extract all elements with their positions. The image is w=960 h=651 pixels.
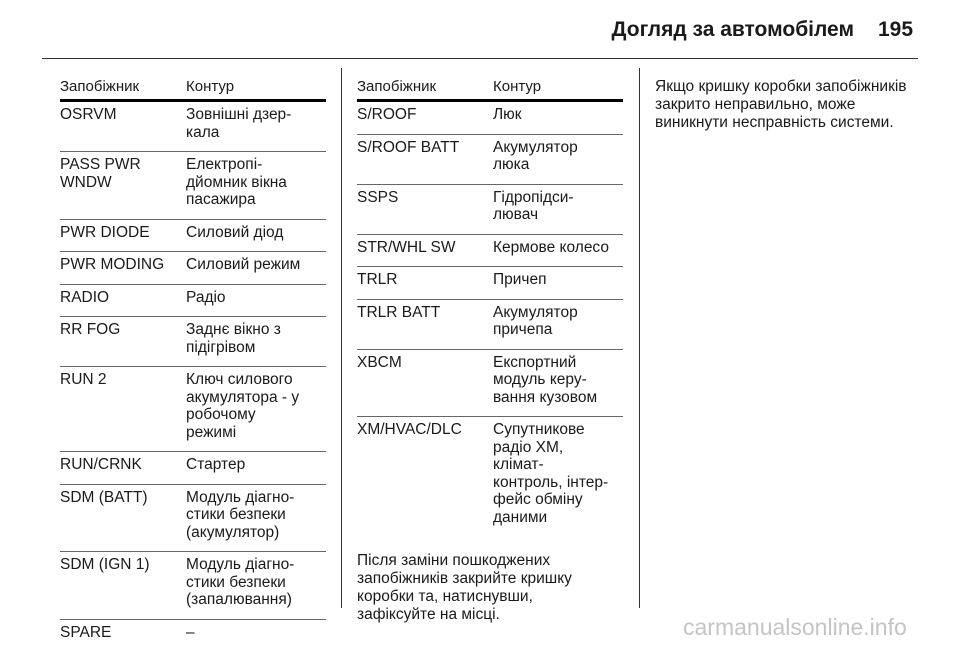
table-row xyxy=(60,152,326,220)
table-row xyxy=(60,619,326,651)
fuse-name-cell: OSRVM xyxy=(60,101,186,152)
watermark: carmanualsonline.info xyxy=(683,614,907,640)
circuit-cell: Електропі- дйомник вікна пасажира xyxy=(186,152,326,220)
fuse-name-cell: RADIO xyxy=(60,284,186,317)
circuit-column-header: Контур xyxy=(186,78,326,101)
circuit-cell: Причеп xyxy=(493,267,623,300)
circuit-cell: Кермове колесо xyxy=(493,234,623,267)
circuit-cell: Модуль діагно- стики безпеки (акумулятор) xyxy=(186,484,326,552)
fuse-name-cell: SSPS xyxy=(357,184,493,234)
fuse-name-cell: STR/WHL SW xyxy=(357,234,493,267)
table-row xyxy=(60,367,326,452)
fuse-table xyxy=(60,78,326,651)
circuit-cell: Гідропідси- лювач xyxy=(493,184,623,234)
table-row xyxy=(60,101,326,152)
table-row xyxy=(357,349,623,417)
cover-warning-note: Якщо кришку коробки запобіжників закрито неправильно, може виникнути несправність системи. xyxy=(655,78,907,131)
circuit-cell: Силовий режим xyxy=(186,252,326,285)
table-row xyxy=(357,234,623,267)
circuit-cell: – xyxy=(186,623,195,641)
circuit-column-header: Контур xyxy=(493,78,623,101)
fuse-table-column-1 xyxy=(60,78,326,651)
fuse-name-cell: TRLR BATT xyxy=(357,299,493,349)
table-row xyxy=(357,101,623,135)
page-number: 195 xyxy=(878,18,914,41)
fuse-column-header: Запобіжник xyxy=(60,78,186,101)
fuse-name-cell: SDM (IGN 1) xyxy=(60,552,186,620)
page-header-title: Догляд за автомобілем xyxy=(611,18,854,41)
fuse-table-column-2 xyxy=(357,78,623,624)
fuse-name-cell: XBCM xyxy=(357,349,493,417)
table-row xyxy=(60,484,326,552)
table-row xyxy=(60,452,326,485)
fuse-name-cell: RR FOG xyxy=(60,317,186,367)
circuit-cell: Акумулятор причепа xyxy=(493,299,623,349)
circuit-cell: Заднє вікно з підігрівом xyxy=(186,317,326,367)
table-row xyxy=(357,299,623,349)
fuse-name-cell: SDM (BATT) xyxy=(60,484,186,552)
column-divider xyxy=(639,68,640,608)
fuse-name-cell: RUN 2 xyxy=(60,367,186,452)
fuse-column-header: Запобіжник xyxy=(357,78,493,101)
fuse-name-cell: S/ROOF xyxy=(357,101,493,135)
circuit-cell: Люк xyxy=(493,101,623,135)
table-row xyxy=(60,219,326,252)
fuse-name-cell: XM/HVAC/DLC xyxy=(357,421,462,438)
text-column-3 xyxy=(655,78,930,132)
fuse-name-cell: S/ROOF BATT xyxy=(357,134,493,184)
fuse-name-cell: PWR MODING xyxy=(60,252,186,285)
fuse-name-cell: TRLR xyxy=(357,267,493,300)
fuse-name-cell: SPARE xyxy=(60,623,112,641)
circuit-cell: Зовнішні дзер- кала xyxy=(186,101,326,152)
table-row xyxy=(60,284,326,317)
table-header-row xyxy=(60,78,326,101)
table-row xyxy=(60,252,326,285)
fuse-name-cell: PASS PWR WNDW xyxy=(60,152,186,220)
table-header-row xyxy=(357,78,623,101)
fuse-table xyxy=(357,78,623,536)
column-divider xyxy=(341,68,342,608)
circuit-cell: Акумулятор люка xyxy=(493,134,623,184)
circuit-cell: Силовий діод xyxy=(186,219,326,252)
fuse-name-cell: PWR DIODE xyxy=(60,219,186,252)
table-row xyxy=(60,552,326,620)
circuit-cell: Супутникове радіо XM, клімат- контроль, інтер- фейс обміну даними xyxy=(493,421,609,526)
circuit-cell: Стартер xyxy=(186,452,326,485)
circuit-cell: Модуль діагно- стики безпеки (запалювання) xyxy=(186,552,326,620)
table-row xyxy=(357,417,623,537)
circuit-cell: Радіо xyxy=(186,284,326,317)
table-row xyxy=(357,134,623,184)
circuit-cell: Ключ силового акумулятора - у робочому режимі xyxy=(186,367,326,452)
circuit-cell: Експортний модуль керу- вання кузовом xyxy=(493,349,623,417)
table-row xyxy=(357,267,623,300)
fuse-name-cell: RUN/CRNK xyxy=(60,452,186,485)
table-row xyxy=(60,317,326,367)
table-row xyxy=(357,184,623,234)
header-rule xyxy=(42,58,918,59)
fuse-replacement-note: Після заміни пошкоджених запобіжників закрийте кришку коробки та, натиснувши, зафіксуйте на місці. xyxy=(357,552,572,623)
